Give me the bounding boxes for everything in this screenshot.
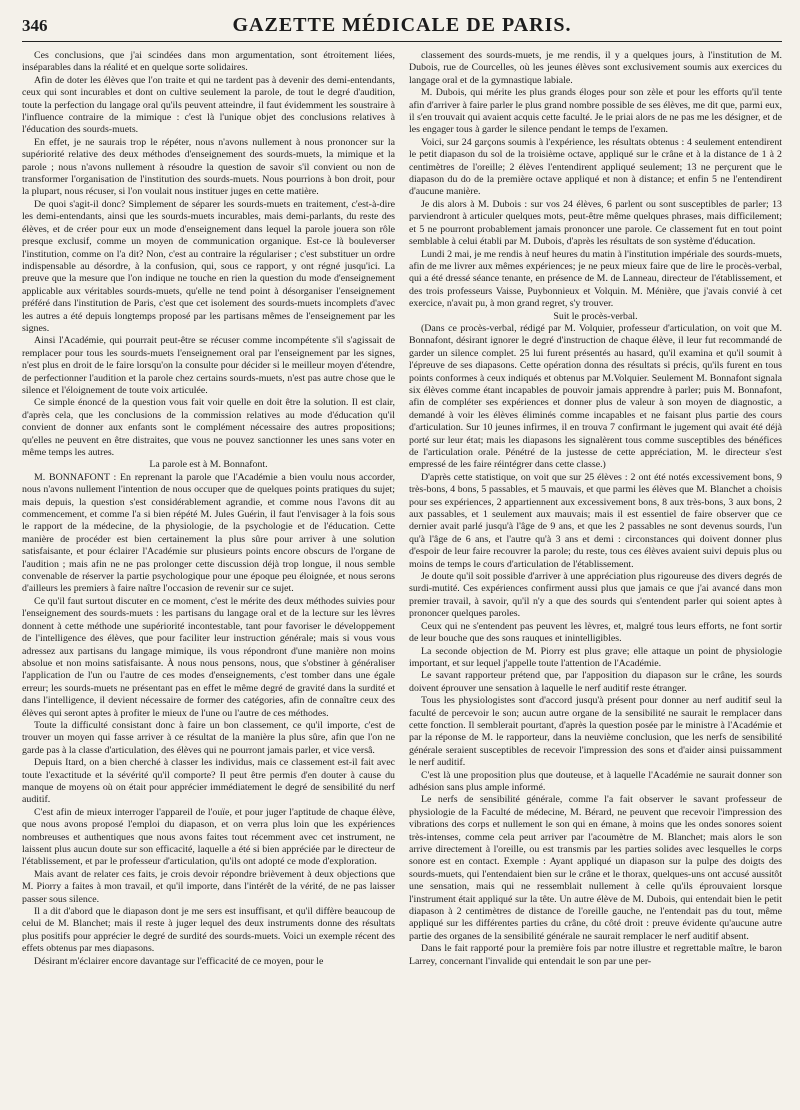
paragraph: Afin de doter les élèves que l'on traite et qui ne tardent pas à devenir des demi-entendants, ceux qui sont incurables et dont on cultive seulement la parole, de tout le degré d'audition, toute la perfection du langage oral qu'ils peuvent atteindre, il faut évidemment les soustraire à l'influence contraire de la mimique : c'est là l'unique objet des conclusions relatives à l'éducation des sourds-muets. — [22, 74, 395, 136]
paragraph: Lundi 2 mai, je me rendis à neuf heures du matin à l'institution impériale des sourds-muets, afin de me livrer aux mêmes expériences; je ne peux mieux faire que de lire le procès-verbal, qui a été dressé séance tenante, en présence de M. de Lanneau, directeur de l'établissement, et des trois professeurs Vaisse, Puybonnieux et Volquin. M. Ménière, que j'avais convié à cet exercice, n'avait pu, à mon grand regret, s'y trouver. — [409, 248, 782, 310]
paragraph: Ce simple énoncé de la question vous fait voir quelle en doit être la solution. Il est clair, d'après cela, que les conclusions de la commission relatives au mode d'éducation qu'il convient de donner aux enfants sont le complément nécessaire des autres propositions; qu'elles ne peuvent en être distraites, que vous ne pouvez sanctionner les unes sans voter en même temps les autres. — [22, 397, 395, 458]
paragraph: D'après cette statistique, on voit que sur 25 élèves : 2 ont été notés excessivement bons, 9 très-bons, 4 bons, 5 passables, et 5 mauvais, et que parmi les élèves que M. Blanchet a choisis pour ses expériences, 2 appartiennent aux excessivement bons, 8 aux très-bons, 3 aux bons, 2 aux passables, et 1 seulement aux mauvais; mais il est essentiel de faire observer que ce dernier avait parlé jusqu'à l'âge de 9 ans, et que les 2 passables ne sont devenus sourds, l'un qu'à l'âge de 6 ans, et l'autre qu'à 3 ans et demi : circonstances qui doivent donner plus d'espoir de leur faire recouvrer la parole; du reste, tous ces élèves avaient suivi depuis plus ou moins de temps le cours d'articulation de l'établissement. — [409, 471, 782, 570]
right-column — [409, 50, 782, 1110]
paragraph: Le savant rapporteur prétend que, par l'apposition du diapason sur le crâne, les sourds doivent éprouver une sensation à laquelle le nerf auditif reste étranger. — [409, 670, 782, 694]
journal-title: GAZETTE MÉDICALE DE PARIS. — [232, 14, 572, 36]
page-header — [22, 14, 782, 42]
paragraph: Désirant m'éclairer encore davantage sur l'efficacité de ce moyen, pour le — [34, 955, 324, 967]
paragraph: Ces conclusions, que j'ai scindées dans mon argumentation, sont étroitement liées, inséparables dans la réalité et en quelque sorte solidaires. — [22, 50, 395, 74]
paragraph: Je dis alors à M. Dubois : sur vos 24 élèves, 6 parlent ou sont susceptibles de parler; 13 parviendront à articuler quelques mots, peut-être même quelques phrases, mais difficilement; et 5 ne pourront probablement jamais prononcer une parole. Ce classement fut en tout point semblable à celui établi par M. Dubois, d'après les résultats de son système d'éducation. — [409, 198, 782, 248]
paragraph: Je doute qu'il soit possible d'arriver à une appréciation plus rigoureuse des divers degrés de surdi-mutité. Ces expériences confirment aussi plus que jamais ce que j'ai avancé dans mon premier travail, à savoir, qu'il n'y a que des sourds qui s'entendent parler qui soient aptes à prononcer quelques paroles. — [409, 571, 782, 620]
paragraph: Mais avant de relater ces faits, je crois devoir répondre brièvement à deux objections que M. Piorry a faites à mon travail, et qu'il importe, dans l'intérêt de la vérité, de ne pas laisser passer sous silence. — [22, 868, 395, 905]
paragraph: Le nerfs de sensibilité générale, comme l'a fait observer le savant professeur de physiologie de la Faculté de médecine, M. Bérard, ne peuvent que recevoir l'impression des vibrations des corps et nullement le son qui en émane, à moins que les ondes sonores soient très-intenses, comme cela peut arriver par l'acoumètre de M. Blanchet; mais alors le son arrive directement à l'oreille, ou est transmis par les parties solides avec lesquelles le corps sonore est en contact. Exemple : Ayant appliqué un diapason sur la pulpe des doigts des sourds-muets, qui l'entendaient bien sur le crâne et le thorax, quelques-uns ont accusé aussitôt une sensation, mais qui ne ressemblait nullement à celle qu'ils éprouvaient lorsque l'instrument était appliqué sur la tête. Un autre élève de M. Dubois, qui entendait bien le petit diapason à 2 centimètres de distance de l'oreille gauche, ne l'entendait pas du tout, même appliqué sur les différentes parties du crâne, du côté droit : preuve évidente qu'aucune autre partie des organes de la sensibilité générale ne saurait remplacer le nerf auditif absent. — [409, 794, 782, 942]
paragraph: Ainsi l'Académie, qui pourrait peut-être se récuser comme incompétente s'il s'agissait de remplacer pour tous les sourds-muets l'enseignement oral par l'enseignement par les signes, n'est plus en droit de le faire lorsqu'on la consulte pour décider si le meilleur moyen d'étendre, de perfectionner l'audition et la parole chez certains sourds-muets, n'est pas autre chose que le silence et l'éloignement de toute voix articulée. — [22, 335, 395, 396]
text-columns — [22, 50, 782, 1110]
paragraph: Il a dit d'abord que le diapason dont je me sers est insuffisant, et qu'il diffère beaucoup de celui de M. Blanchet; mais il reste à juger lequel des deux instruments donne des résultats plus positifs pour apprécier le degré de surdité des sourds-muets. Voici un exemple récent des effets obtenus par mes diapasons. — [22, 906, 395, 955]
paragraph: Ce qu'il faut surtout discuter en ce moment, c'est le mérite des deux méthodes suivies pour l'enseignement des sourds-muets : les partisans du langage oral et de la lecture sur les lèvres donnent à cette méthode une supériorité incontestable, tant pour favoriser le développement de l'intelligence des élèves, que pour faciliter leur instruction générale; mais si vous vous adressez aux partisans du langage mimique, ils vous répondront d'une manière non moins absolue et non moins satisfaisante. À nous nous pensons, nous, que s'obstiner à généraliser l'application de l'un ou l'autre de ces modes d'enseignements, c'est tomber dans une égale erreur; les sourds-muets ne présentant pas en effet le même degré de gravité dans la surdité et dans l'intelligence, il devient nécessaire de former des catégories, afin de connaître ceux des élèves qui seront aptes à profiter le mieux de l'une ou l'autre de ces méthodes. — [22, 595, 395, 719]
paragraph: Toute la difficulté consistant donc à faire un bon classement, ce qu'il importe, c'est de trouver un moyen qui fasse arriver à ce résultat de la manière la plus sûre, afin que l'on ne garde pas à la classe d'articulation, des élèves qui ne pourront jamais parler, et vice versâ. — [22, 719, 395, 756]
paragraph: M. BONNAFONT : En reprenant la parole que l'Académie a bien voulu nous accorder, nous n'avons nullement l'intention de nous occuper que de quelques points pratiques du sujet; mais depuis, la question s'est considérablement agrandie, et comme nous l'avons dit au commencement, et comme l'a si bien répété M. Jules Guérin, il faut l'envisager à la fois sous le rapport de la médecine, de la physiologie, de la psychologie et de l'éducation. Cette manière de procéder est bien certainement la plus sûre pour arriver à une solution satisfaisante, et pour éclairer l'Académie sur plusieurs points encore obscurs de l'organe de l'audition ; mais afin ne ne pas prolonger cette discussion déjà trop longue, il nous semble convenable de réserver la partie psychologique pour une époque peu éloignée, et nous serons d'ailleurs les premiers à faire naître l'occasion de revenir sur ce sujet. — [22, 471, 395, 595]
page-number: 346 — [22, 16, 48, 35]
paragraph: (Dans ce procès-verbal, rédigé par M. Volquier, professeur d'articulation, on voit que M. Bonnafont, désirant ignorer le degré d'instruction de chaque élève, il leur fut recommandé de garder un silence complet. 25 lui furent présentés au hasard, qu'il examina et qu'il soumit à l'épreuve de ses diapasons. Cette opération donna des résultats si précis, qu'ils furent en tous points conformes à ceux indiqués et obtenus par M.Volquier. Seulement M. Bonnafont signala six élèves comme étant incapables de pouvoir jamais apprendre à parler; puis M. Bonnafont, afin de compléter ses expériences et donner plus de valeur à son moyen de diagnostic, a demandé à voir les élèves éliminés comme incapables et ne faisant plus partie des cours d'articulation. Sur 10 jeunes infirmes, il en trouva 7 confirmant le jugement qui avait été déjà porté sur leur état; mais les diapasons les signalèrent tous comme susceptibles des bénéfices de l'articulation orale. Pénétré de la justesse de cette appréciation, M. le directeur s'est empressé de les faire réintégrer dans cette classe.) — [409, 322, 782, 471]
paragraph: Ceux qui ne s'entendent pas peuvent les lèvres, et, malgré tous leurs efforts, ne font sortir de leur bouche que des sons rauques et inintelligibles. — [409, 620, 782, 645]
paragraph: M. Dubois, qui mérite les plus grands éloges pour son zèle et pour les efforts qu'il tente afin d'arriver à faire parler le plus grand nombre possible de ses élèves, me dit que, parmi eux, il s'en trouvait qui avaient acquis cette faculté. Je le priai alors de ne pas me les désigner, et de les engager tous à garder le silence pendant le temps de l'examen. — [409, 87, 782, 136]
paragraph: De quoi s'agit-il donc? Simplement de séparer les sourds-muets en traitement, c'est-à-dire les demi-entendants, ainsi que les sourds-muets incurables, mais demi-parlants, du reste des élèves, et de créer pour eux un mode d'enseignement dans lequel la parole jouera son rôle presque exclusif, comme un moyen de communication organique. Est-ce là bouleverser l'institution, comme on l'a dit? Non, c'est au contraire la régulariser ; c'est substituer un ordre indispensable au désordre, à la confusion, qui, sous ce rapport, y ont régné jusqu'ici. La preuve que la mesure que l'on indique ne touche en rien la question du mode d'enseignement applicable aux véritables sourds-muets, qu'elle ne tend point à désorganiser l'enseignement préféré dans l'institution de Paris, c'est que cet isolement des sourds-muets incomplets d'avec les autres a été depuis longtemps proposé par les partisans mêmes de l'enseignement par les signes. — [22, 198, 395, 334]
paragraph: En effet, je ne saurais trop le répéter, nous n'avons nullement à nous prononcer sur la supériorité relative des deux méthodes d'enseignement des sourds-muets, la mimique et la parole ; nous n'avons nullement à résoudre la question de savoir s'il convient ou non de transformer l'organisation de l'institution des sourds-muets. Nous pourrions à bon droit, pour la plupart, nous récuser, si l'on voulait nous instituer juges en cette matière. — [22, 136, 395, 198]
paragraph: Depuis Itard, on a bien cherché à classer les individus, mais ce classement est-il fait avec toute l'exactitude et la sévérité qu'il comporte? Il peut être permis d'en douter à cause du manque de moyens où on était pour apprécier immédiatement le degré de sensibilité du nerf auditif. — [22, 757, 395, 806]
paragraph: C'est afin de mieux interroger l'appareil de l'ouïe, et pour juger l'aptitude de chaque élève, que nous avons proposé l'emploi du diapason, et on verra plus loin que les expériences nombreuses et authentiques que nous avons faites tout récemment avec cet instrument, ne laissent plus aucun doute sur son efficacité, laquelle a été si bien appréciée par le directeur de l'établissement, et par le professeur d'articulation, qu'ils ont adopté ce mode d'exploration. — [22, 806, 395, 868]
paragraph: La seconde objection de M. Piorry est plus grave; elle attaque un point de physiologie important, et sur lequel j'appelle toute l'attention de l'Académie. — [409, 645, 782, 669]
paragraph: classement des sourds-muets, je me rendis, il y a quelques jours, à l'institution de M. Dubois, rue de Courcelles, où les jeunes élèves sont exclusivement soumis aux exercices du langage oral et de la gymnastique labiale. — [409, 50, 782, 86]
paragraph: Suit le procès-verbal. — [553, 310, 638, 322]
paragraph: C'est là une proposition plus que douteuse, et à laquelle l'Académie ne saurait donner son adhésion sans plus ample informé. — [409, 769, 782, 793]
paragraph: Dans le fait rapporté pour la première fois par notre illustre et regrettable maître, le baron Larrey, concernant l'invalide qui entendait le son par une per- — [409, 943, 782, 967]
left-column — [22, 50, 395, 1110]
paragraph: Voici, sur 24 garçons soumis à l'expérience, les résultats obtenus : 4 seulement entendirent le petit diapason du sol de la troisième octave, appliqué sur le crâne et à la distance de 1 à 2 centimètres de l'oreille; 2 élèves l'entendirent appliqué seulement; 13 ne perçurent que le diapason du do de la première octave appliqué et non à distance; et enfin 5 ne l'entendirent d'aucune manière. — [409, 136, 782, 198]
paragraph: Tous les physiologistes sont d'accord jusqu'à présent pour donner au nerf auditif seul la faculté de percevoir le son; aucun autre organe de la sensibilité ne saurait le remplacer dans cette fonction. Il semblerait pourtant, d'après la question posée par le ministre à l'Académie et par la réponse de M. le rapporteur, dans la neuvième conclusion, que les nerfs de sensibilité générale seraient susceptibles de recevoir l'impression des sons et d'aider ainsi puissamment le nerf auditif. — [409, 695, 782, 769]
paragraph: La parole est à M. Bonnafont. — [149, 459, 268, 471]
